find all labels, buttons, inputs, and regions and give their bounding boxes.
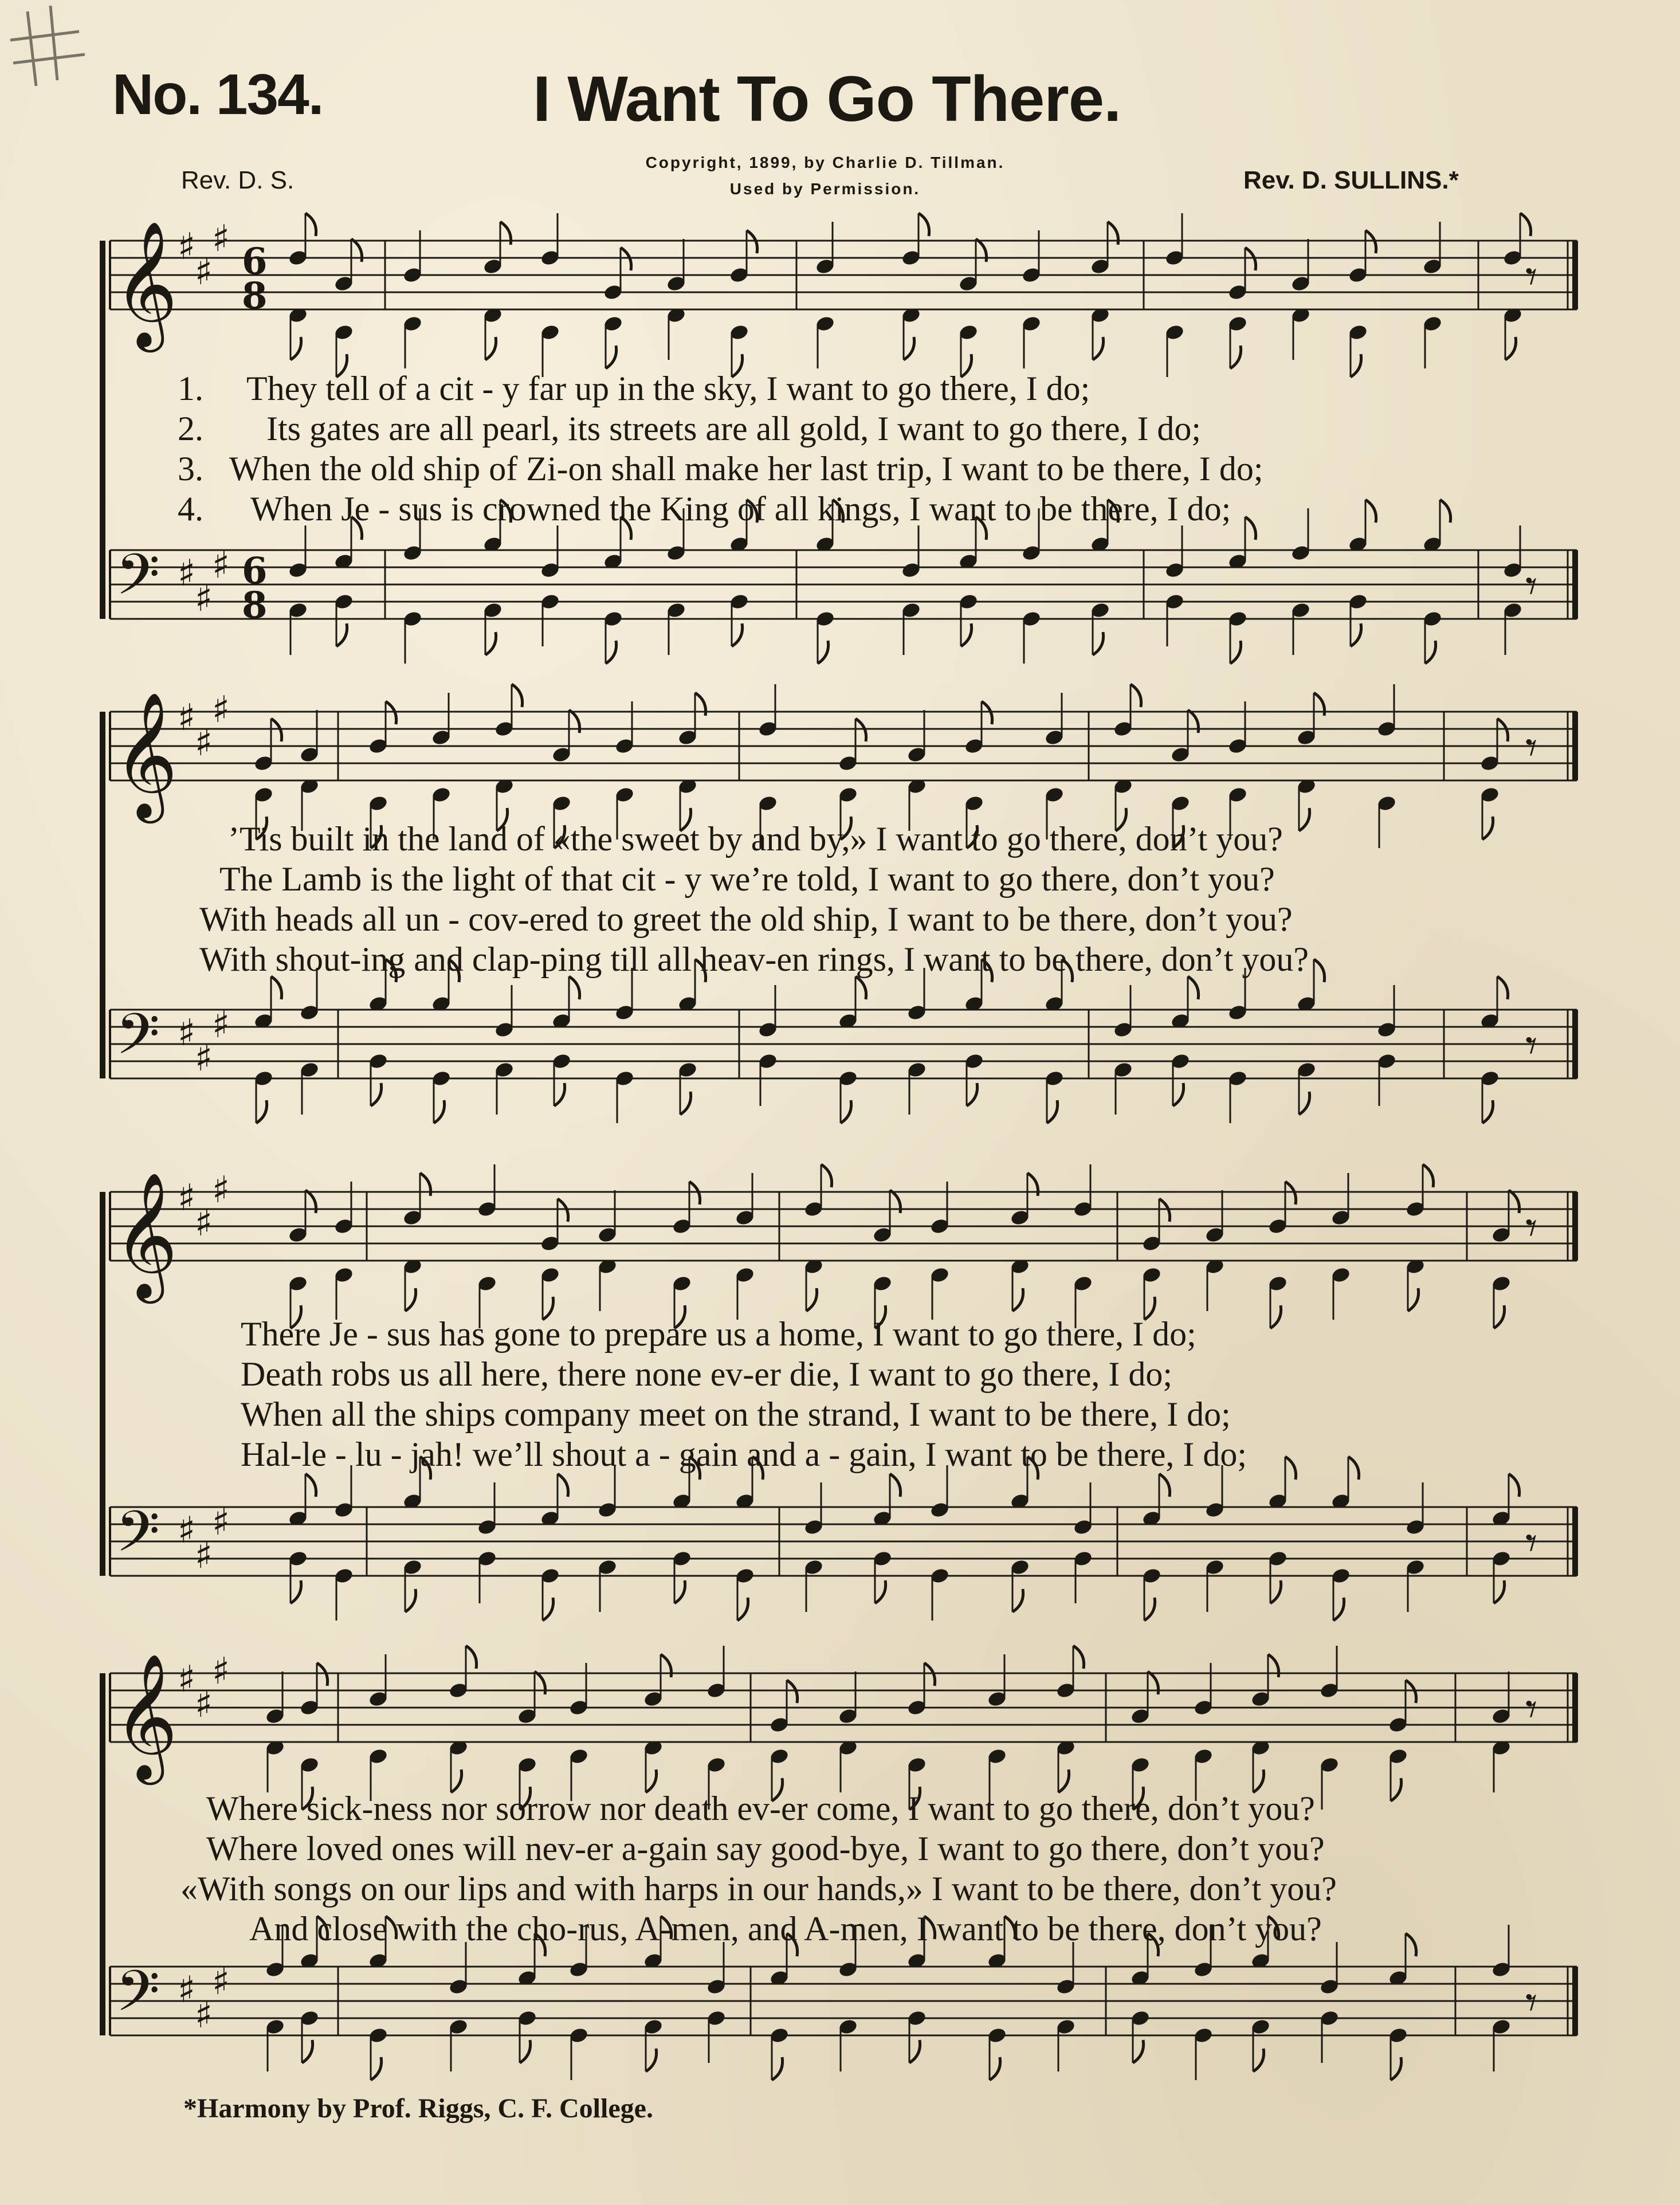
bass-clef-icon: 𝄢 [116, 1959, 160, 2038]
eighth-rest-icon: 𝄾 [1525, 1516, 1538, 1570]
lyric-line: The Lamb is the light of that cit - y we’re told, I want to go there, don’t you? [219, 860, 1275, 898]
bass-clef-icon: 𝄢 [116, 542, 160, 622]
eighth-rest-icon: 𝄾 [1525, 1019, 1538, 1072]
bass-clef-icon: 𝄢 [116, 1499, 160, 1579]
sharp-icon: ♯ [212, 218, 230, 260]
eighth-rest-icon: 𝄾 [1525, 559, 1538, 613]
sharp-icon: ♯ [195, 1684, 213, 1726]
treble-clef-icon: 𝄞 [113, 1653, 178, 1779]
sharp-icon: ♯ [195, 1535, 213, 1577]
verse-number: 2. [178, 410, 203, 448]
sharp-icon: ♯ [212, 544, 230, 587]
lyric-line: Death robs us all here, there none ev-er die, I want to go there, I do; [241, 1355, 1173, 1393]
verse-number: 1. [178, 370, 203, 407]
sharp-icon: ♯ [212, 1169, 230, 1211]
lyric-line: Where sick-ness nor sorrow nor death ev-er come, I want to go there, don’t you? [206, 1790, 1315, 1827]
sharp-icon: ♯ [178, 1509, 195, 1552]
lyric-line: With heads all un - cov-ered to greet the old ship, I want to be there, don’t you? [199, 900, 1293, 938]
hymn-number: No. 134. [112, 62, 323, 127]
sharp-icon: ♯ [195, 1994, 213, 2037]
sharp-icon: ♯ [195, 1037, 213, 1080]
sharp-icon: ♯ [195, 251, 213, 293]
sharp-icon: ♯ [195, 578, 213, 620]
hymn-title: I Want To Go There. [533, 63, 1121, 135]
eighth-rest-icon: 𝄾 [1525, 1976, 1538, 2029]
eighth-rest-icon: 𝄾 [1525, 721, 1538, 774]
sharp-icon: ♯ [178, 1658, 195, 1701]
lyric-line: With shout-ing and clap-ping till all heav-en rings, I want to be there, don’t you? [199, 940, 1309, 978]
sharp-icon: ♯ [212, 1501, 230, 1544]
permission-notice: Used by Permission. [729, 180, 921, 198]
verse-number: 3. [178, 450, 203, 488]
lyric-line: They tell of a cit - y far up in the sky, I want to go there, I do; [246, 370, 1090, 407]
sharp-icon: ♯ [195, 1202, 213, 1245]
time-signature-bottom: 8 [242, 274, 268, 317]
lyric-line: When all the ships company meet on the strand, I want to be there, I do; [241, 1395, 1231, 1433]
words-credit: Rev. D. S. [181, 166, 295, 194]
time-signature-top: 6 [242, 240, 268, 283]
sharp-icon: ♯ [195, 722, 213, 764]
music-credit: Rev. D. SULLINS.* [1243, 166, 1459, 194]
sharp-icon: ♯ [212, 1004, 230, 1046]
sharp-icon: ♯ [212, 1650, 230, 1693]
lyric-line: When the old ship of Zi-on shall make her last trip, I want to be there, I do; [229, 450, 1263, 488]
lyric-line: When Je - sus is crowned the King of all kings, I want to be there, I do; [250, 490, 1231, 528]
sharp-icon: ♯ [178, 1177, 195, 1219]
lyric-line: Hal-le - lu - jah! we’ll shout a - gain and a - gain, I want to be there, I do; [241, 1435, 1247, 1473]
sharp-icon: ♯ [178, 552, 195, 595]
sharp-icon: ♯ [212, 1961, 230, 2003]
sharp-icon: ♯ [178, 1012, 195, 1054]
lyric-line: There Je - sus has gone to prepare us a home, I want to go there, I do; [241, 1315, 1196, 1353]
lyric-line: «With songs on our lips and with harps in our hands,» I want to be there, don’t you? [180, 1870, 1337, 1908]
sharp-icon: ♯ [178, 697, 195, 739]
time-signature-top: 6 [242, 550, 268, 593]
eighth-rest-icon: 𝄾 [1525, 250, 1538, 303]
treble-clef-icon: 𝄞 [113, 1171, 178, 1298]
eighth-rest-icon: 𝄾 [1525, 1201, 1538, 1254]
verse-number: 4. [178, 490, 203, 528]
eighth-rest-icon: 𝄾 [1525, 1682, 1538, 1736]
copyright-notice: Copyright, 1899, by Charlie D. Tillman. [645, 154, 1005, 171]
time-signature-bottom: 8 [242, 584, 268, 627]
bass-clef-icon: 𝄢 [116, 1002, 160, 1081]
lyric-line: Where loved ones will nev-er a-gain say good-bye, I want to go there, don’t you? [206, 1830, 1325, 1867]
lyric-line: And close with the cho-rus, A-men, and A-men, I want to be there, don’t you? [249, 1910, 1322, 1948]
sharp-icon: ♯ [212, 689, 230, 731]
lyric-line: Its gates are all pearl, its streets are all gold, I want to go there, I do; [266, 410, 1202, 448]
sharp-icon: ♯ [178, 1969, 195, 2011]
treble-clef-icon: 𝄞 [113, 220, 178, 347]
lyric-line: ’Tis built in the land of «the sweet by and by,» I want to go there, don’t you? [228, 820, 1283, 858]
sharp-icon: ♯ [178, 226, 195, 268]
treble-clef-icon: 𝄞 [113, 691, 178, 818]
footnote: *Harmony by Prof. Riggs, C. F. College. [183, 2093, 653, 2124]
